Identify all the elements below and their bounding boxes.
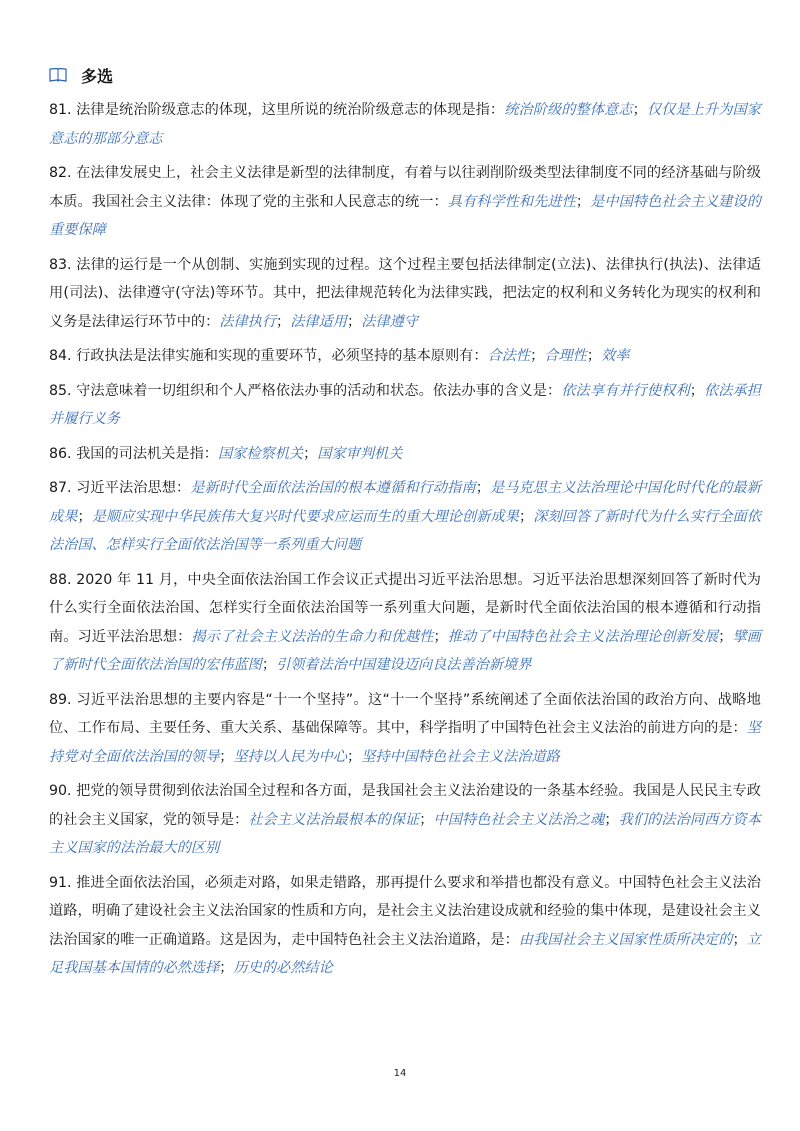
question-item [49, 474, 761, 560]
answer-text: 国家检察机关 [217, 445, 304, 462]
question-text: 91. 推进全面依法治国，必须走对路，如果走错路，那再提什么要求和举措也都没有意义。中国特色社会主义法治道路，明确了建设社会主义法治国家的性质和方向，是社会主义法治建设成就和经验的集中体现，是建设社会主义法治国家的唯一正确道路。这是因为，走中国特色社会主义法治道路，是： [49, 874, 761, 948]
answer-text: 是新时代全面依法治国的根本遵循和行动指南 [190, 480, 476, 496]
answer-text: 推动了中国特色社会主义法治理论创新发展 [447, 628, 719, 645]
question-item [49, 777, 761, 863]
question-item [49, 566, 761, 680]
answer-text: 中国特色社会主义法治之魂 [433, 811, 605, 828]
question-item [49, 342, 761, 371]
answer-text: 合法性 [487, 348, 531, 364]
question-text: 88. 2020 年 11 月，中央全面依法治国工作会议正式提出习近平法治思想。习近平法治思想深刻回答了新时代为什么实行全面依法治国、怎样实行全面依法治国等一系列重大问题，是新时代全面依法治国的根本遵循和行动指南。习近平法治思想： [49, 571, 761, 645]
answer-separator: ； [689, 382, 704, 399]
answer-text: 揭示了社会主义法治的生命力和优越性 [191, 628, 434, 645]
answer-text: 法律执行 [219, 313, 277, 330]
section-header [49, 60, 761, 90]
answer-separator: ； [575, 193, 591, 210]
answer-separator: ； [433, 628, 448, 645]
answer-text: 具有科学性和先进性 [447, 193, 576, 210]
answer-text: 坚持党对全面依法治国的领导 [49, 720, 761, 765]
book-icon [49, 67, 67, 83]
answer-text: 立足我国基本国情的必然选择 [49, 931, 761, 976]
question-item [49, 686, 761, 772]
answer-separator: ； [261, 657, 277, 673]
answer-text: 统治阶级的整体意志 [504, 102, 633, 118]
question-item [49, 96, 761, 153]
answer-separator: ； [219, 748, 234, 765]
answer-separator: ； [346, 748, 362, 765]
answer-separator: ； [276, 313, 291, 330]
answer-separator: ； [718, 628, 733, 645]
answer-separator: ； [586, 348, 602, 364]
answer-text: 法律遵守 [361, 313, 418, 330]
page-number: 14 [393, 1068, 407, 1079]
answer-text: 深刻回答了新时代为什么实行全面依法治国、怎样实行全面依法治国等一系列重大问题 [49, 508, 761, 553]
answer-text: 我们的法治同西方资本主义国家的法治最大的区别 [49, 811, 761, 856]
answer-separator: ； [219, 960, 234, 976]
answer-text: 引领着法治中国建设迈向良法善治新境界 [276, 657, 532, 673]
question-item [49, 440, 761, 469]
question-item [49, 251, 761, 337]
answer-text: 依法承担并履行义务 [49, 382, 761, 427]
answer-separator: ； [518, 508, 534, 525]
question-text: 81. 法律是统治阶级意志的体现，这里所说的统治阶级意志的体现是指： [49, 102, 505, 118]
answer-text: 合理性 [544, 348, 587, 364]
answer-separator: ； [303, 445, 318, 462]
question-item [49, 869, 761, 983]
question-item [49, 159, 761, 245]
answer-separator: ； [475, 480, 490, 496]
answer-text: 是中国特色社会主义建设的重要保障 [49, 193, 761, 238]
answer-text: 坚持以人民为中心 [233, 748, 347, 765]
question-text: 90. 把党的领导贯彻到依法治国全过程和各方面，是我国社会主义法治建设的一条基本经验。我国是人民民主专政的社会主义国家，党的领导是： [49, 783, 761, 828]
question-item [49, 377, 761, 434]
answer-separator: ； [347, 313, 362, 330]
question-text: 87. 习近平法治思想： [49, 480, 191, 496]
answer-separator: ； [632, 102, 647, 118]
answer-text: 依法享有并行使权利 [561, 382, 690, 399]
document-page [49, 60, 761, 989]
answer-separator: ； [530, 348, 545, 364]
answer-separator: ； [77, 508, 92, 525]
question-text: 82. 在法律发展史上，社会主义法律是新型的法律制度，有着与以往剥削阶级类型法律制度不同的经济基础与阶级本质。我国社会主义法律：体现了党的主张和人民意志的统一： [49, 165, 761, 210]
question-text: 85. 守法意味着一切组织和个人严格依法办事的活动和状态。依法办事的含义是： [49, 382, 562, 399]
answer-text: 法律适用 [290, 313, 347, 330]
answer-separator: ； [604, 811, 619, 828]
answer-text: 历史的必然结论 [233, 960, 333, 976]
answer-separator: ； [732, 931, 747, 948]
answer-text: 效率 [601, 348, 630, 364]
answer-text: 是顺应实现中华民族伟大复兴时代要求应运而生的重大理论创新成果 [91, 508, 519, 525]
question-list [49, 96, 761, 983]
answer-text: 擘画了新时代全面依法治国的宏伟蓝图 [49, 628, 761, 673]
question-text: 86. 我国的司法机关是指： [49, 445, 218, 462]
answer-text: 坚持中国特色社会主义法治道路 [361, 748, 560, 765]
question-text: 84. 行政执法是法律实施和实现的重要环节，必须坚持的基本原则有： [49, 348, 488, 364]
section-title: 多选 [81, 66, 114, 86]
answer-separator: ； [419, 811, 434, 828]
answer-text: 由我国社会主义国家性质所决定的 [518, 931, 733, 948]
answer-text: 仅仅是上升为国家意志的那部分意志 [49, 102, 761, 147]
answer-text: 社会主义法治最根本的保证 [248, 811, 420, 828]
answer-text: 国家审判机关 [317, 445, 403, 462]
question-text: 89. 习近平法治思想的主要内容是“十一个坚持”。这“十一个坚持”系统阐述了全面依法治国的政治方向、战略地位、工作布局、主要任务、重大关系、基础保障等。其中，科学指明了中国特色社会主义法治的前进方向的是： [49, 691, 761, 736]
question-text: 83. 法律的运行是一个从创制、实施到实现的过程。这个过程主要包括法律制定(立法)、法律执行(执法)、法律适用(司法)、法律遵守(守法)等环节。其中，把法律规范转化为法律实践，把法定的权利和义务转化为现实的权利和义务是法律运行环节中的： [49, 256, 761, 330]
answer-text: 是马克思主义法治理论中国化时代化的最新成果 [49, 480, 761, 525]
